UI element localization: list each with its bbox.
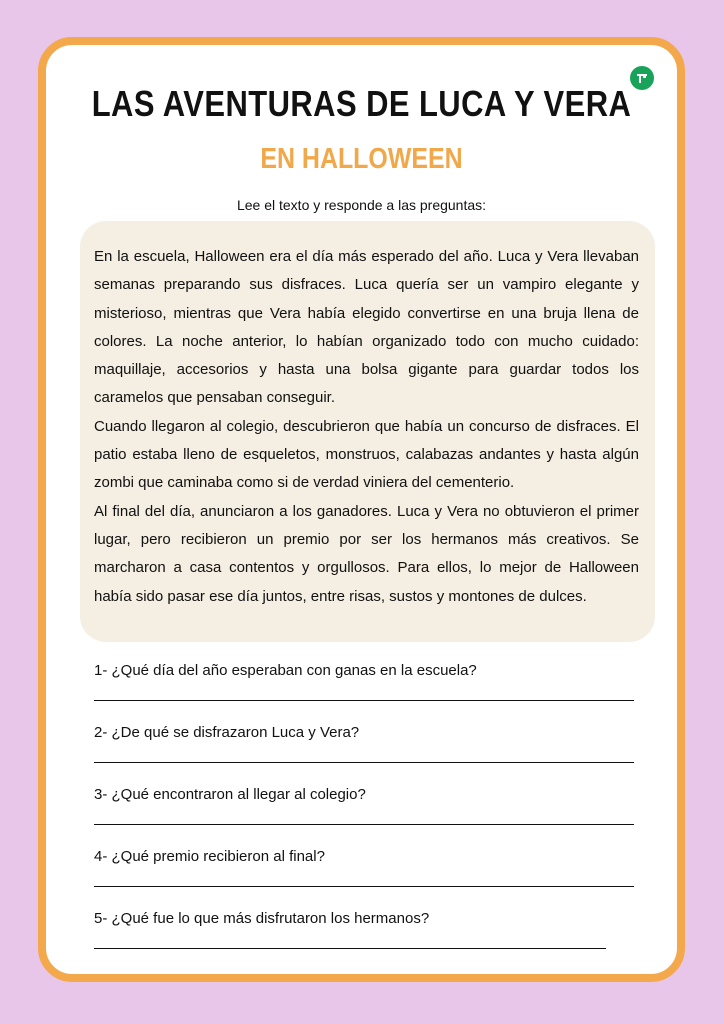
question-item: [94, 779, 634, 841]
story-paragraph: En la escuela, Halloween era el día más esperado del año. Luca y Vera llevaban semanas preparando sus disfraces. Luca quería ser un vampiro elegante y misterioso, mientras que Vera había elegido convertirse en una bruja llena de colores. La noche anterior, lo habían organizado todo con mucho cuidado: maquillaje, accesorios y hasta una bolsa gigante para guardar todos los caramelos que pensaban conseguir.: [94, 248, 639, 407]
question-text: 2- ¿De qué se disfrazaron Luca y Vera?: [94, 724, 360, 741]
worksheet-card: [38, 37, 685, 982]
answer-line[interactable]: [94, 948, 606, 949]
green-circle-logo-icon: [630, 66, 654, 90]
question-text: 3- ¿Qué encontraron al llegar al colegio?: [94, 786, 366, 803]
question-item: [94, 655, 634, 717]
answer-line[interactable]: [94, 700, 634, 701]
question-item: [94, 841, 634, 903]
question-item: [94, 717, 634, 779]
questions-list: [94, 655, 634, 965]
answer-line[interactable]: [94, 886, 634, 887]
question-text: 5- ¿Qué fue lo que más disfrutaron los hermanos?: [94, 910, 430, 927]
story-paragraph: Al final del día, anunciaron a los ganadores. Luca y Vera no obtuvieron el primer lugar, pero recibieron un premio por ser los hermanos más creativos. Se marcharon a casa contentos y orgullosos. Para ellos, lo mejor de Halloween había sido pasar ese día juntos, entre risas, sustos y montones de dulces.: [94, 502, 639, 605]
story-text-box: [80, 221, 655, 642]
page-title: LAS AVENTURAS DE LUCA Y VERA: [91, 83, 632, 124]
question-text: 1- ¿Qué día del año esperaban con ganas en la escuela?: [94, 662, 477, 679]
page-subtitle: EN HALLOWEEN: [260, 143, 463, 175]
question-item: [94, 903, 634, 965]
question-text: 4- ¿Qué premio recibieron al final?: [94, 848, 325, 865]
instructions-text: Lee el texto y responde a las preguntas:: [236, 197, 487, 213]
story-paragraph: Cuando llegaron al colegio, descubrieron que había un concurso de disfraces. El patio estaba lleno de esqueletos, monstruos, calabazas andantes y hasta algún zombi que caminaba como si de verdad viniera del cementerio.: [94, 417, 639, 492]
answer-line[interactable]: [94, 824, 634, 825]
logo-glyph-icon: [635, 71, 649, 85]
answer-line[interactable]: [94, 762, 634, 763]
